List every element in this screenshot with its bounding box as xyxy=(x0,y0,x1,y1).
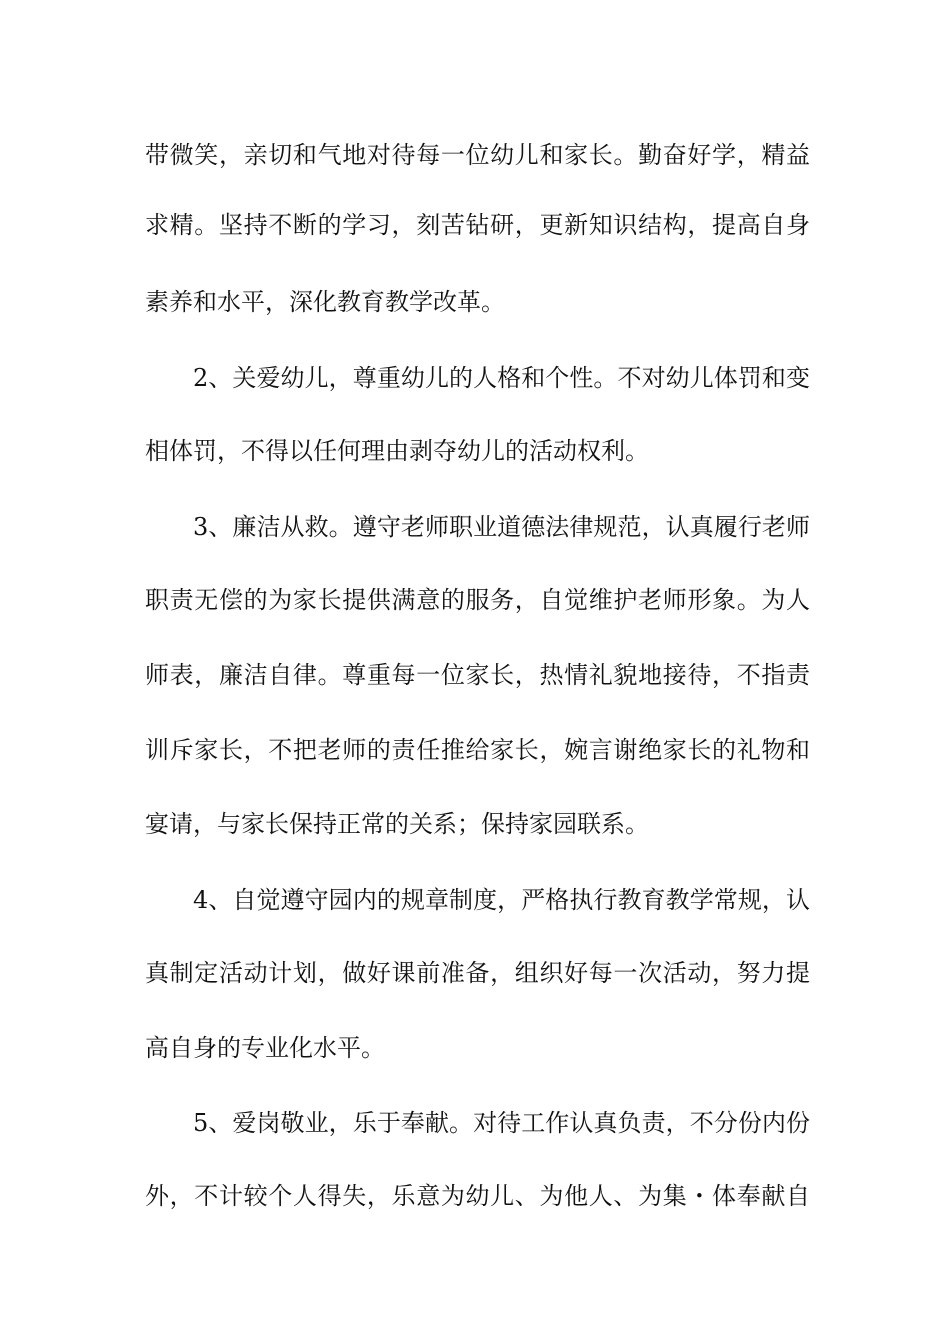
text-line: 求精。坚持不断的学习，刻苦钻研，更新知识结构，提高自身 xyxy=(145,211,810,239)
text-line: 宴请，与家长保持正常的关系；保持家园联系。 xyxy=(145,810,649,838)
text-line: 带微笑，亲切和气地对待每一位幼儿和家长。勤奋好学，精益 xyxy=(145,141,810,169)
text-line: 素养和水平，深化教育教学改革。 xyxy=(145,288,505,316)
text-line: 师表，廉洁自律。尊重每一位家长，热情礼貌地接待，不指责 xyxy=(145,661,810,689)
text-line: 5、爱岗敬业，乐于奉献。对待工作认真负责，不分份内份 xyxy=(193,1109,810,1137)
text-line: 3、廉洁从救。遵守老师职业道德法律规范，认真履行老师 xyxy=(193,513,810,541)
text-line: 4、自觉遵守园内的规章制度，严格执行教育教学常规，认 xyxy=(193,886,810,914)
text-line: 2、关爱幼儿，尊重幼儿的人格和个性。不对幼儿体罚和变 xyxy=(193,364,810,392)
text-line: 相体罚，不得以任何理由剥夺幼儿的活动权利。 xyxy=(145,437,649,465)
text-line: 外，不计较个人得失，乐意为幼儿、为他人、为集・体奉献自 xyxy=(145,1182,810,1210)
text-line: 真制定活动计划，做好课前准备，组织好每一次活动，努力提 xyxy=(145,959,810,987)
text-line: 训斥家长，不把老师的责任推给家长，婉言谢绝家长的礼物和 xyxy=(145,736,810,764)
text-line: 高自身的专业化水平。 xyxy=(145,1034,385,1062)
text-line: 职责无偿的为家长提供满意的服务，自觉维护老师形象。为人 xyxy=(145,586,810,614)
